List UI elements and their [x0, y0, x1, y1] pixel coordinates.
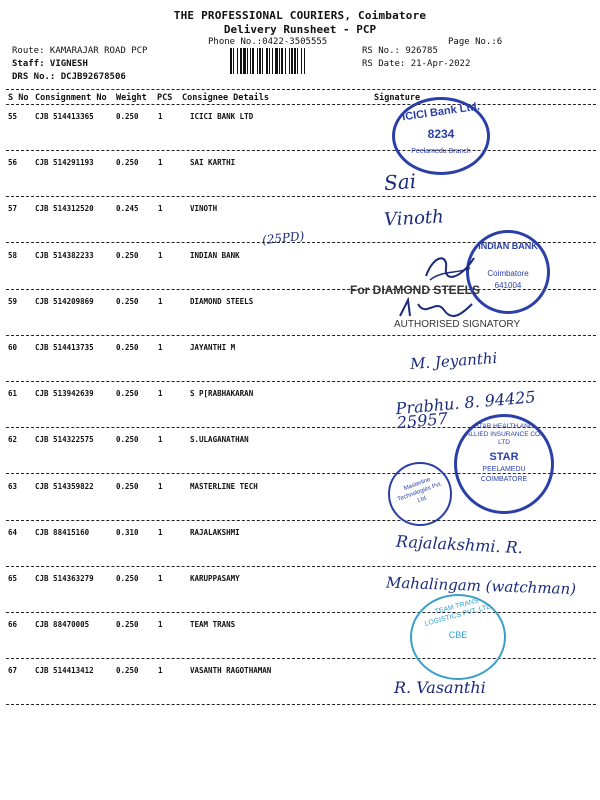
row-weight: 0.250 — [116, 158, 139, 168]
team-trans-stamp — [410, 594, 506, 680]
row-weight: 0.250 — [116, 389, 139, 399]
row-consignment-no: CJB 514209869 — [35, 296, 94, 306]
row-consignee: VINOTH — [190, 204, 218, 214]
row-consignment-no: CJB 88415160 — [35, 527, 90, 537]
row-pcs: 1 — [158, 112, 163, 121]
signature-vasanthi: R. Vasanthi — [394, 678, 486, 697]
row-weight: 0.250 — [116, 296, 139, 306]
row-sno: 61 — [8, 389, 18, 399]
phone-number: Phone No.:0422-3505555 — [208, 37, 328, 47]
row-divider — [6, 658, 596, 659]
indian-bank-city: Coimbatore — [487, 269, 529, 278]
row-consignee: KARUPPASAMY — [190, 574, 240, 583]
row-consignee: TEAM TRANS — [190, 620, 236, 630]
row-divider — [6, 381, 596, 382]
row-weight: 0.245 — [116, 204, 139, 214]
row-divider — [6, 520, 596, 521]
route: Route: KAMARAJAR ROAD PCP — [12, 46, 148, 56]
row-consignee: ICICI BANK LTD — [190, 112, 254, 121]
rs-date: RS Date: 21-Apr-2022 — [362, 59, 471, 69]
margin-note: (25PD) — [261, 228, 305, 248]
row-consignee: JAYANTHI M — [190, 343, 236, 352]
star-stamp-ring: STAR HEALTH AND ALLIED INSURANCE CO. LTD — [466, 423, 542, 446]
row-sno: 60 — [8, 343, 18, 352]
barcode — [230, 48, 350, 74]
row-sno: 66 — [8, 620, 18, 630]
row-consignment-no: CJB 514363279 — [35, 574, 94, 583]
signature-mahalingam: Mahalingam (watchman) — [385, 573, 577, 599]
row-sno: 57 — [8, 204, 18, 214]
rs-number: RS No.: 926785 — [362, 46, 438, 56]
row-consignee: VASANTH RAGOTHAMAN — [190, 666, 272, 676]
signature-prabhu: Prabhu. 8. 94425 25957 — [394, 387, 537, 433]
row-pcs: 1 — [158, 389, 163, 399]
star-branch: PEELAMEDU — [482, 466, 526, 473]
col-header-signature: Signature — [374, 93, 421, 103]
row-sno: 58 — [8, 250, 18, 260]
masterline-stamp — [388, 462, 452, 526]
col-header-sno: S No — [8, 93, 29, 103]
row-consignment-no: CJB 514359822 — [35, 481, 94, 491]
row-consignment-no: CJB 514413412 — [35, 666, 94, 676]
row-divider — [6, 704, 596, 705]
row-divider — [6, 566, 596, 567]
icici-stamp-branch: Peelamedu Branch — [411, 148, 471, 155]
drs-number: DRS No.: DCJB92678506 — [12, 72, 126, 82]
row-divider — [6, 335, 596, 336]
row-divider — [6, 196, 596, 197]
row-pcs: 1 — [158, 296, 163, 306]
document-title: Delivery Runsheet - PCP — [223, 23, 377, 36]
row-weight: 0.250 — [116, 481, 139, 491]
row-weight: 0.310 — [116, 527, 139, 537]
row-pcs: 1 — [158, 574, 163, 583]
row-consignee: RAJALAKSHMI — [190, 527, 240, 537]
row-divider — [6, 612, 596, 613]
row-consignment-no: CJB 514312520 — [35, 204, 94, 214]
icici-bank-stamp — [392, 97, 490, 175]
row-pcs: 1 — [158, 435, 163, 445]
col-header-consignee: Consignee Details — [182, 93, 269, 103]
row-weight: 0.250 — [116, 435, 139, 445]
team-trans-ring: TEAM TRANS LOGISTICS PVT. LTD. — [424, 597, 495, 628]
row-sno: 62 — [8, 435, 18, 445]
row-sno: 56 — [8, 158, 18, 168]
indian-bank-title: INDIAN BANK — [478, 241, 538, 251]
icici-stamp-title: ICICI Bank Ltd. — [401, 100, 481, 124]
signature-rajalakshmi: Rajalakshmi. R. — [395, 531, 524, 558]
row-divider — [6, 150, 596, 151]
indian-bank-pin: 641004 — [494, 281, 522, 290]
row-consignment-no: CJB 88470005 — [35, 620, 90, 630]
row-weight: 0.250 — [116, 343, 139, 352]
row-weight: 0.250 — [116, 620, 139, 630]
row-consignment-no: CJB 514413365 — [35, 112, 94, 121]
signature-indian-bank — [420, 250, 480, 284]
row-consignment-no: CJB 513942639 — [35, 389, 94, 399]
row-sno: 65 — [8, 574, 18, 583]
row-consignment-no: CJB 514382233 — [35, 250, 94, 260]
row-pcs: 1 — [158, 527, 163, 537]
row-consignment-no: CJB 514413735 — [35, 343, 94, 352]
row-pcs: 1 — [158, 343, 163, 352]
row-consignee: INDIAN BANK — [190, 250, 240, 260]
row-sno: 63 — [8, 481, 18, 491]
row-sno: 67 — [8, 666, 18, 676]
col-header-consignment: Consignment No — [35, 93, 107, 103]
company-name: THE PROFESSIONAL COURIERS, Coimbatore — [173, 9, 427, 22]
divider — [6, 104, 596, 105]
diamond-stamp-title: For DIAMOND STEELS — [350, 283, 481, 297]
row-pcs: 1 — [158, 158, 163, 168]
row-sno: 59 — [8, 296, 18, 306]
row-consignment-no: CJB 514291193 — [35, 158, 94, 168]
row-weight: 0.250 — [116, 574, 139, 583]
divider — [6, 89, 596, 90]
team-trans-center: CBE — [448, 630, 468, 640]
row-weight: 0.250 — [116, 250, 139, 260]
row-consignee: DIAMOND STEELS — [190, 296, 254, 306]
page-number: Page No.:6 — [448, 37, 503, 47]
col-header-pcs: PCS — [157, 93, 173, 103]
row-sno: 55 — [8, 112, 18, 121]
col-header-weight: Weight — [116, 93, 147, 103]
signature-jayanthi: M. Jeyanthi — [409, 348, 498, 374]
row-pcs: 1 — [158, 666, 163, 676]
star-health-stamp — [454, 414, 554, 514]
row-pcs: 1 — [158, 204, 163, 214]
row-consignee: MASTERLINE TECH — [190, 481, 258, 491]
signature-sai: Sai — [383, 168, 417, 196]
row-consignment-no: CJB 514322575 — [35, 435, 94, 445]
icici-stamp-code: 8234 — [427, 127, 455, 141]
staff: Staff: VIGNESH — [12, 59, 88, 69]
star-logo: STAR — [489, 451, 519, 463]
row-pcs: 1 — [158, 620, 163, 630]
row-consignee: SAI KARTHI — [190, 158, 236, 168]
row-pcs: 1 — [158, 250, 163, 260]
row-weight: 0.250 — [116, 112, 139, 121]
row-weight: 0.250 — [116, 666, 139, 676]
star-city: COIMBATORE — [480, 476, 528, 483]
row-consignee: S.ULAGANATHAN — [190, 435, 249, 445]
signature-diamond — [396, 296, 476, 322]
signature-vinoth: Vinoth — [383, 206, 445, 231]
diamond-stamp-signatory: AUTHORISED SIGNATORY — [394, 319, 521, 330]
masterline-ring: Masterline Technologies Pvt. Ltd. — [396, 476, 444, 505]
row-sno: 64 — [8, 527, 18, 537]
row-consignee: S P[RABHAKARAN — [190, 389, 254, 399]
row-pcs: 1 — [158, 481, 163, 491]
